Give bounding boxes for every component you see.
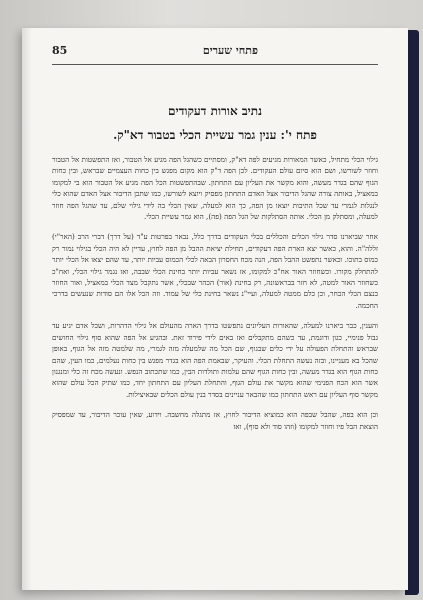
paragraph: גילוי הכלי מתחיל, כאשר המאורות מגיעים לפה דא"ק, ומסתיים כשהגל הפה מגיע אל הטבור, ואז התפשטות אל הטבור וחוזר לשורשו, ושם הוא סיום עולם העקודים. לכן הפה ד"ק הוא מקום מפגש בין כחות העצמיים שבראש, ובין כחות הגוף שהם בגדר מעשה, והוא מקשר את העליון עם התחתון. שבהתפשטות הכל הפה מגיע אל הטבור הוא בי למקומו במאציל, באותה צורה שהגל הדיבור אצל האדם התחתון מפסיק ויוצא לשורשו, כמו שתכן הדיבור אצל האדם שהוא כלי לנגלות לגמרי עד שכל התיבות יוצאו מן הפה, כך הוא למעלה, שאין הכלי בה לידי גילוי שלם, עד שהגל הפה חוזר למעלה, ומסתלק מן הכלי. אותה הסתלקות של הגל הפה (פה), הוא גמר עשיית הכלי. <box>52 155 378 222</box>
paragraph: וכן הוא בפה, שהבל שבפה הוא כמוציא הדיבור לחוץ, אז מתגלה מחשבה. וידוע, שאין עוכר הדיבור, עד שמפסיק הוצאת הבל פיו וחוזר למקומו (וזהו סוד ולא סוף), ואז <box>52 410 378 431</box>
page-number: 85 <box>52 44 68 57</box>
chapter-title: נתיב אורות דעקודים <box>167 104 263 118</box>
book-page <box>22 28 408 590</box>
section-title: פתח י': ענין גמר עשיית הכלי בטבור דא"ק. <box>113 128 317 142</box>
paragraph: אחר שביארנו סדר גילוי הכלים והכללים בכלי העקודים בדרך כלל, נבאר בפרטות ע"ד (על דרך) דברי הרב (האר"י) זללה"ה. והוא, כאשר יצא הארת הפה דעקודים, תחילת יציאת ההבל מן הפה לחוץ, עדיין לא היה הכלי בגילוי נמור רק כמוס בתוכו. וכאשר נתפשט ההבל הפה, הנה מכח החסרון הבאה לכלי הכמוס עביות יותר, עד שהם יצאו אל הכלי יותר להתחלק מקורו. וכשחוזר האור אח"כ למקומו, אז נשאר עביות יותר בחינת הכלי שבבה, ואז נגמר גילוי הכלי, ואח"כ כשחוזר האור למטה, לא חזר בבראשונה, רק בחינת (אור) הכהר שבכלי, אשר נתקבל מצד הכלי במאציל, ואור החוזר בנצם הכלי הכחר, וכן כלם ממטה למעלה, ועיי"נ נשאר בחינת כלי של עמוד. וזה הכל אלו הם סודות שנעשים בדרכי החכמה. <box>52 232 378 310</box>
running-head <box>52 42 378 65</box>
body-text <box>52 154 378 580</box>
paragraph: והענין, כבר ביארנו למעלה, שהאורות העליונים נתפשטו בדרך הארה מהעולם אל גילוי הדהרות, ושכל אדם יגיע עד גבול פנימיי, כגון ודוגמת, עד כשהם מתקבלים ואז באים לידי פירוד זאת. ובהגיע אל הפה שהוא סוף גילוי החושים שבראש והתחלת הפעולה על ידי כלים שבגוף, שם הכל מה שלמעלה מזה לגמרי, מה שלמטה מזה אל הגוף, באופן שהכל בא מעניינו, ובזה נעשה התחלת הכלי. והעיקר, שבאמת הפה הוא בגדר מפגש בין כחות נעלמים, כמו העין, שהם כחות הגוף הוא בגדר מעשה, ובין כחות הגוף שהם עלמות ותולדות הבין, כמו שתכתוב הנפש. ונעשה מכח זה כלי ומנגנון אשר הוא הכח הפנימי שהוא מקשר את עולם הגוף, והתחלת העליון עם התחתון יחד, כמו שתיק הכל עולם שהוא מקשר סוף העליון עם ראש התחתון כמו שהבאר עניינים בסדר בנין עולם הכלים שבאיצילות. <box>52 321 378 399</box>
running-title: פתחי שערים <box>202 44 258 57</box>
